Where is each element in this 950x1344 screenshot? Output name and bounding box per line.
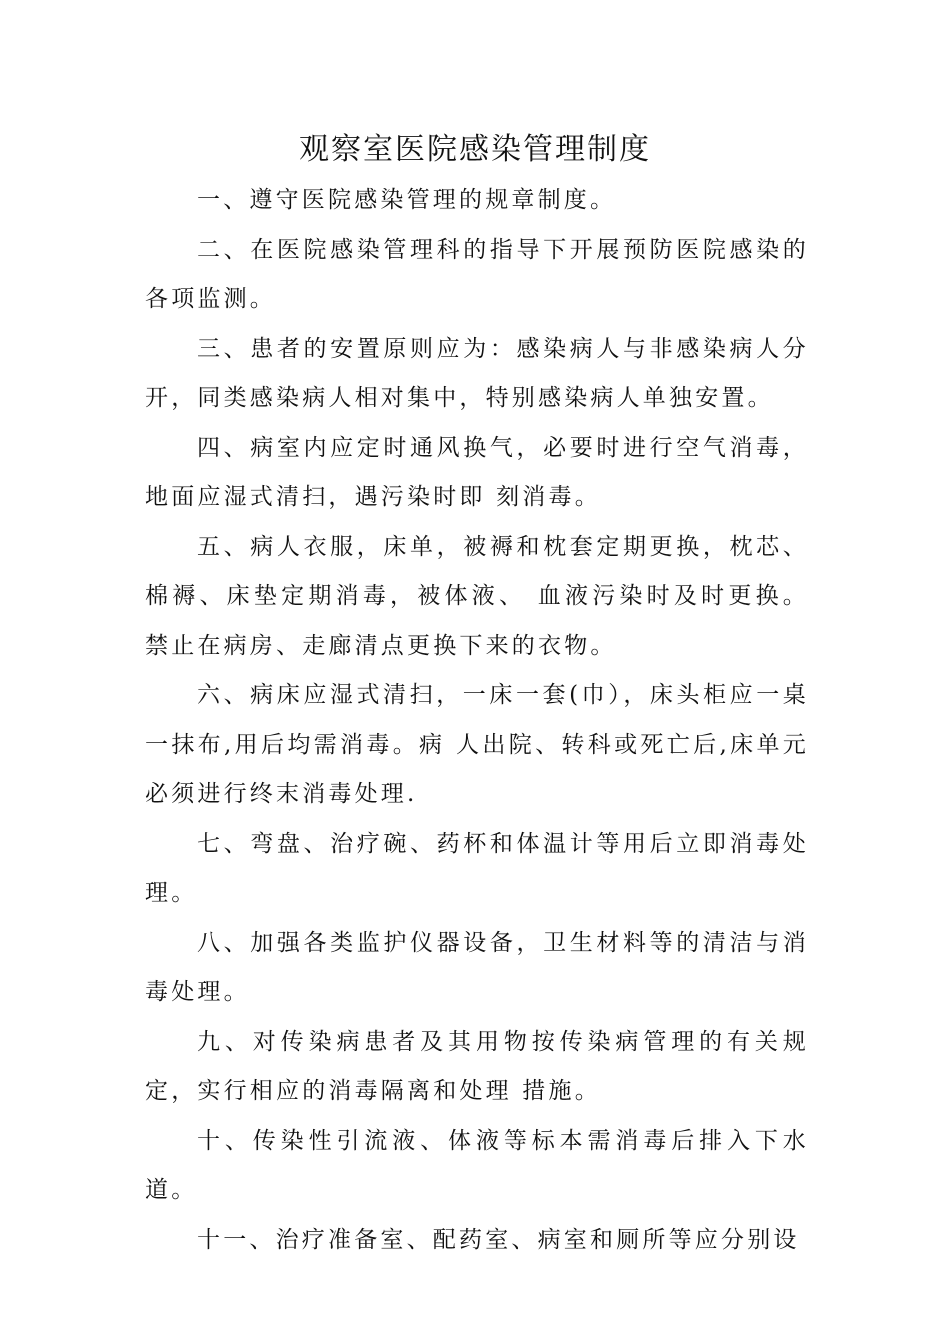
paragraph-10: 十、传染性引流液、体液等标本需消毒后排入下水道。: [145, 1127, 809, 1203]
paragraph-8: 八、加强各类监护仪器设备，卫生材料等的清洁与消毒处理。: [145, 929, 809, 1005]
paragraph-7: 七、弯盘、治疗碗、药杯和体温计等用后立即消毒处理。: [145, 830, 809, 906]
paragraph-11: 十一、治疗准备室、配药室、病室和厕所等应分别设: [197, 1226, 800, 1253]
document-body: [145, 176, 809, 1265]
paragraph-9: 九、对传染病患者及其用物按传染病管理的有关规定，实行相应的消毒隔离和处理 措施。: [145, 1028, 809, 1104]
paragraph-2: 二、在医院感染管理科的指导下开展预防医院感染的各项监测。: [145, 236, 809, 312]
document-title: 观察室医院感染管理制度: [299, 132, 651, 167]
paragraph-1: 一、遵守医院感染管理的规章制度。: [197, 187, 617, 213]
paragraph-3: 三、患者的安置原则应为：感染病人与非感染病人分开，同类感染病人相对集中，特别感染病人单独安置。: [145, 335, 809, 411]
paragraph-4: 四、病室内应定时通风换气，必要时进行空气消毒，地面应湿式清扫，遇污染时即 刻消毒。: [145, 434, 809, 510]
paragraph-6: 六、病床应湿式清扫，一床一套(巾），床头柜应一桌一抹布,用后均需消毒。病 人出院、转科或死亡后,床单元必须进行终末消毒处理.: [145, 682, 809, 807]
paragraph-5: 五、病人衣服，床单，被褥和枕套定期更换，枕芯、棉褥、床垫定期消毒，被体液、 血液污染时及时更换。禁止在病房、走廊清点更换下来的衣物。: [145, 533, 809, 659]
